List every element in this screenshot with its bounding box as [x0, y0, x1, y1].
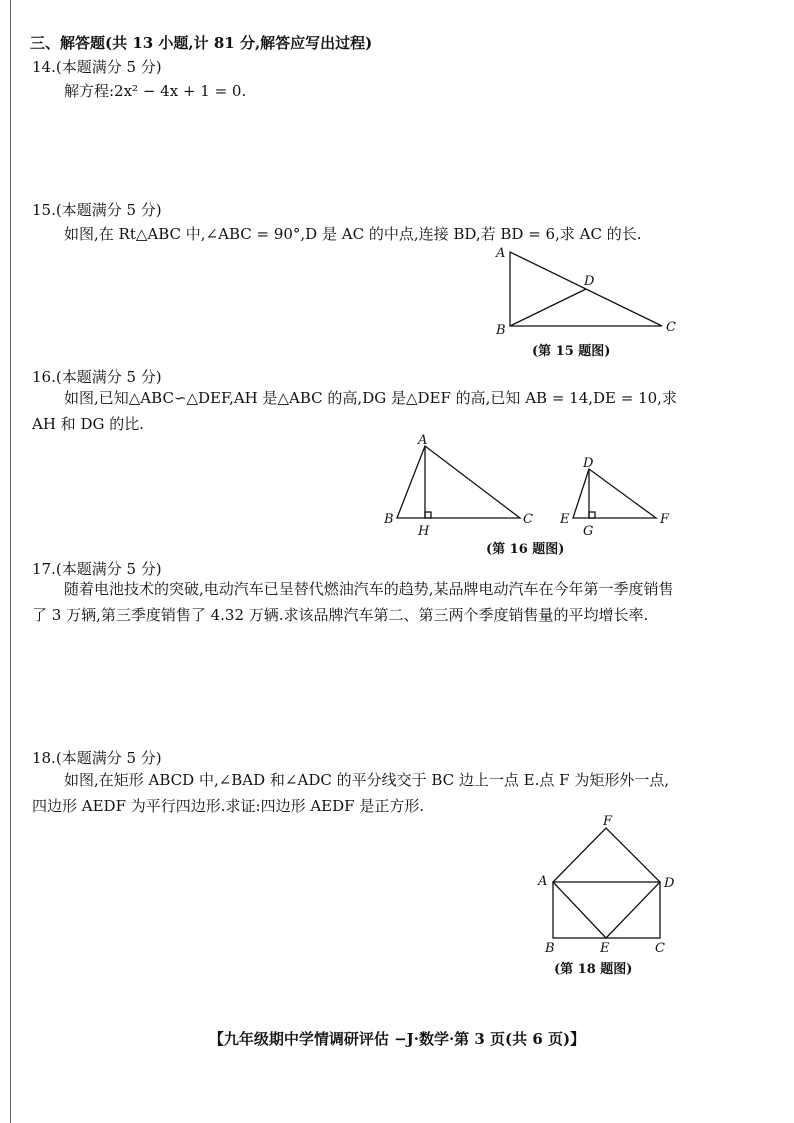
q16-label-d: D — [583, 456, 594, 471]
q15-header: 15.(本题满分 5 分) — [32, 201, 162, 219]
q18-label-d: D — [664, 876, 675, 891]
q15-label-c: C — [666, 320, 676, 335]
q16-label-a: A — [418, 433, 428, 448]
q16-caption: (第 16 题图) — [486, 542, 565, 557]
q15-label-d: D — [584, 274, 595, 289]
q16-header: 16.(本题满分 5 分) — [32, 368, 162, 386]
q16-label-b: B — [384, 512, 394, 527]
page-footer: 【九年级期中学情调研评估 −J·数学·第 3 页(共 6 页)】 — [208, 1030, 586, 1048]
q15-label-b: B — [496, 323, 506, 338]
q17-text: 随着电池技术的突破,电动汽车已呈替代燃油汽车的趋势,某品牌电动汽车在今年第一季度销售了 3 万辆,第三季度销售了 4.32 万辆.求该品牌汽车第二、第三两个季度销售量的平均增长率. — [32, 580, 674, 624]
q15-text: 如图,在 Rt△ABC 中,∠ABC = 90°,D 是 AC 的中点,连接 BD,若 BD = 6,求 AC 的长. — [64, 225, 642, 243]
q17-header: 17.(本题满分 5 分) — [32, 560, 162, 578]
q15-caption: (第 15 题图) — [532, 344, 611, 359]
q15-label-a: A — [496, 246, 506, 261]
q16-right-angle-h — [425, 512, 431, 518]
q18-text: 如图,在矩形 ABCD 中,∠BAD 和∠ADC 的平分线交于 BC 边上一点 E.点 F 为矩形外一点,四边形 AEDF 为平行四边形.求证:四边形 AEDF 是正方形. — [32, 771, 670, 815]
page-left-border — [10, 0, 11, 1123]
section-heading: 三、解答题(共 13 小题,计 81 分,解答应写出过程) — [30, 34, 373, 52]
q14-header: 14.(本题满分 5 分) — [32, 58, 162, 76]
q18-rectangle-abcd — [553, 882, 660, 938]
q15-figure — [494, 244, 684, 339]
q16-label-f: F — [660, 512, 670, 527]
q18-label-a: A — [538, 874, 548, 889]
q16-triangle-def — [573, 469, 656, 518]
q16-triangle-abc — [397, 446, 520, 518]
q14-text: 解方程:2x² − 4x + 1 = 0. — [64, 82, 247, 100]
q16-text: 如图,已知△ABC∽△DEF,AH 是△ABC 的高,DG 是△DEF 的高,已知 AB = 14,DE = 10,求 AH 和 DG 的比. — [32, 389, 677, 433]
q18-figure — [535, 810, 680, 960]
q18-caption: (第 18 题图) — [554, 962, 633, 977]
q16-label-h: H — [418, 524, 430, 539]
q16-right-angle-g — [589, 512, 595, 518]
q18-label-b: B — [545, 941, 555, 956]
q16-figure — [380, 432, 680, 537]
q16-label-e: E — [560, 512, 570, 527]
q15-segment-bd — [510, 289, 586, 326]
q18-parallelogram-aedf — [553, 828, 660, 938]
q16-label-g: G — [583, 524, 594, 539]
q18-header: 18.(本题满分 5 分) — [32, 749, 162, 767]
q16-label-c: C — [523, 512, 533, 527]
q18-label-c: C — [655, 941, 665, 956]
q18-label-f: F — [603, 814, 613, 829]
q18-label-e: E — [600, 941, 610, 956]
